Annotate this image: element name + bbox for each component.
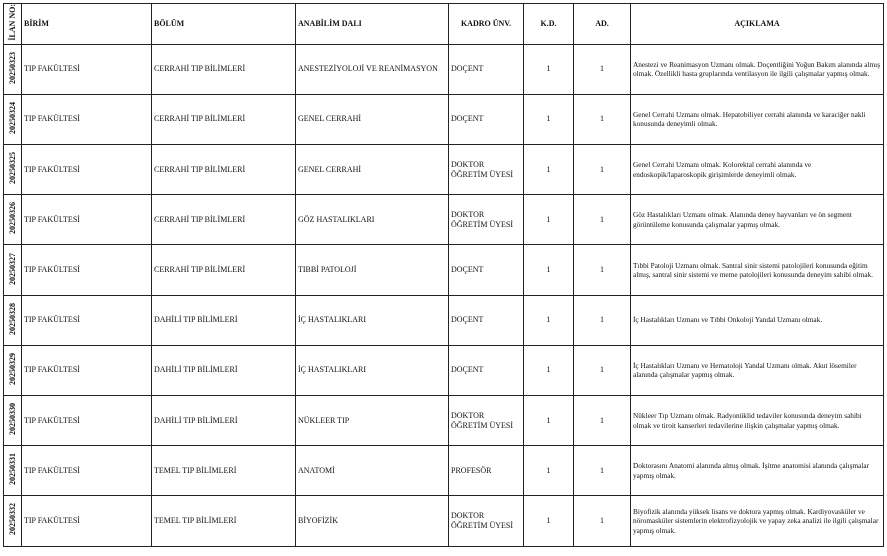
table-row: [4, 44, 884, 94]
table-row: [4, 345, 884, 395]
cell-aciklama: İç Hastalıkları Uzmanı ve Tıbbi Onkoloji Yandal Uzmanı olmak.: [631, 295, 884, 345]
table-row: [4, 496, 884, 546]
cell-ad: 1: [574, 245, 631, 295]
cell-ad: 1: [574, 295, 631, 345]
cell-kadro: DOÇENT: [449, 94, 524, 144]
cell-ad: 1: [574, 496, 631, 546]
cell-ad: 1: [574, 94, 631, 144]
cell-bolum: TEMEL TIP BİLİMLERİ: [152, 496, 296, 546]
cell-birim: TIP FAKÜLTESİ: [22, 145, 152, 195]
cell-kadro: DOKTOR ÖĞRETİM ÜYESİ: [449, 496, 524, 546]
cell-birim: TIP FAKÜLTESİ: [22, 245, 152, 295]
cell-bolum: DAHİLİ TIP BİLİMLERİ: [152, 295, 296, 345]
cell-birim: TIP FAKÜLTESİ: [22, 345, 152, 395]
cell-aciklama: İç Hastalıkları Uzmanı ve Hematoloji Yandal Uzmanı olmak. Akut lösemiler alanında çalışmalar yapmış olmak.: [631, 345, 884, 395]
cell-bolum: CERRAHİ TIP BİLİMLERİ: [152, 145, 296, 195]
cell-kd: 1: [524, 496, 574, 546]
cell-bolum: CERRAHİ TIP BİLİMLERİ: [152, 195, 296, 245]
cell-birim: TIP FAKÜLTESİ: [22, 446, 152, 496]
cell-birim: TIP FAKÜLTESİ: [22, 94, 152, 144]
cell-ilan-no: 20250326: [4, 195, 22, 245]
cell-anabilim: İÇ HASTALIKLARI: [296, 345, 449, 395]
cell-kd: 1: [524, 145, 574, 195]
header-ilan-no: İLAN NO:: [4, 4, 22, 45]
cell-bolum: CERRAHİ TIP BİLİMLERİ: [152, 44, 296, 94]
table-row: [4, 145, 884, 195]
cell-ilan-no: 20250332: [4, 496, 22, 546]
cell-ilan-no: 20250328: [4, 295, 22, 345]
cell-ilan-no: 20250330: [4, 395, 22, 445]
cell-bolum: TEMEL TIP BİLİMLERİ: [152, 446, 296, 496]
table-row: [4, 395, 884, 445]
cell-ilan-no: 20250329: [4, 345, 22, 395]
cell-anabilim: İÇ HASTALIKLARI: [296, 295, 449, 345]
header-bolum: BÖLÜM: [152, 4, 296, 45]
cell-ad: 1: [574, 195, 631, 245]
cell-aciklama: Genel Cerrahi Uzmanı olmak. Hepatobiliyer cerrahi alanında ve karaciğer nakli konusunda deneyimli olmak.: [631, 94, 884, 144]
cell-kd: 1: [524, 295, 574, 345]
cell-aciklama: Tıbbi Patoloji Uzmanı olmak. Santral sinir sistemi patolojileri konusunda eğitim almış, santral sinir sistemi ve meme patolojileri konusunda deneyim sahibi olmak.: [631, 245, 884, 295]
cell-kd: 1: [524, 195, 574, 245]
cell-anabilim: BİYOFİZİK: [296, 496, 449, 546]
cell-ad: 1: [574, 395, 631, 445]
cell-bolum: DAHİLİ TIP BİLİMLERİ: [152, 345, 296, 395]
cell-kadro: DOKTOR ÖĞRETİM ÜYESİ: [449, 395, 524, 445]
cell-kadro: PROFESÖR: [449, 446, 524, 496]
header-kadro: KADRO ÜNV.: [449, 4, 524, 45]
cell-ad: 1: [574, 145, 631, 195]
cell-aciklama: Biyofizik alanında yüksek lisans ve doktora yapmış olmak. Kardiyovasküler ve nöromasküler sistemlerin elektrofizyolojik ve yapay zeka analizi ile ilgili çalışmalar yapmış olmak.: [631, 496, 884, 546]
cell-kadro: DOÇENT: [449, 345, 524, 395]
cell-anabilim: GENEL CERRAHİ: [296, 94, 449, 144]
cell-bolum: CERRAHİ TIP BİLİMLERİ: [152, 94, 296, 144]
cell-kadro: DOKTOR ÖĞRETİM ÜYESİ: [449, 145, 524, 195]
cell-anabilim: GÖZ HASTALIKLARI: [296, 195, 449, 245]
cell-bolum: CERRAHİ TIP BİLİMLERİ: [152, 245, 296, 295]
table-row: [4, 245, 884, 295]
cell-kadro: DOÇENT: [449, 44, 524, 94]
header-kd: K.D.: [524, 4, 574, 45]
cell-kadro: DOÇENT: [449, 295, 524, 345]
cell-ilan-no: 20250327: [4, 245, 22, 295]
cell-kd: 1: [524, 245, 574, 295]
cell-aciklama: Doktorasını Anatomi alanında almış olmak. İşitme anatomisi alanında çalışmalar yapmış olmak.: [631, 446, 884, 496]
header-anabilim: ANABİLİM DALI: [296, 4, 449, 45]
cell-birim: TIP FAKÜLTESİ: [22, 395, 152, 445]
cell-kd: 1: [524, 44, 574, 94]
table-row: [4, 295, 884, 345]
cell-aciklama: Göz Hastalıkları Uzmanı olmak. Alanında deney hayvanları ve ön segment görüntüleme konusunda çalışmalar yapmış olmak.: [631, 195, 884, 245]
header-ad: AD.: [574, 4, 631, 45]
cell-aciklama: Anestezi ve Reanimasyon Uzmanı olmak. Doçentliğini Yoğun Bakım alanında almış olmak. Özellikli hasta gruplarında ventilasyon ile ilgili çalışmalar yapmış olmak.: [631, 44, 884, 94]
cell-birim: TIP FAKÜLTESİ: [22, 496, 152, 546]
cell-anabilim: GENEL CERRAHİ: [296, 145, 449, 195]
table-row: [4, 195, 884, 245]
cell-ilan-no: 20250331: [4, 446, 22, 496]
table-row: [4, 94, 884, 144]
cell-ilan-no: 20250324: [4, 94, 22, 144]
cell-kd: 1: [524, 345, 574, 395]
cell-ad: 1: [574, 345, 631, 395]
cell-anabilim: TIBBİ PATOLOJİ: [296, 245, 449, 295]
cell-bolum: DAHİLİ TIP BİLİMLERİ: [152, 395, 296, 445]
cell-ad: 1: [574, 44, 631, 94]
header-birim: BİRİM: [22, 4, 152, 45]
cell-ad: 1: [574, 446, 631, 496]
ilan-table: [3, 3, 884, 547]
cell-aciklama: Genel Cerrahi Uzmanı olmak. Kolorektal cerrahi alanında ve endoskopik/laparoskopik girişimlerde deneyimli olmak.: [631, 145, 884, 195]
cell-birim: TIP FAKÜLTESİ: [22, 44, 152, 94]
cell-anabilim: NÜKLEER TIP: [296, 395, 449, 445]
header-aciklama: AÇIKLAMA: [631, 4, 884, 45]
cell-kadro: DOKTOR ÖĞRETİM ÜYESİ: [449, 195, 524, 245]
cell-birim: TIP FAKÜLTESİ: [22, 295, 152, 345]
cell-kd: 1: [524, 446, 574, 496]
cell-ilan-no: 20250323: [4, 44, 22, 94]
cell-kadro: DOÇENT: [449, 245, 524, 295]
cell-birim: TIP FAKÜLTESİ: [22, 195, 152, 245]
cell-anabilim: ANESTEZİYOLOJİ VE REANİMASYON: [296, 44, 449, 94]
table-row: [4, 446, 884, 496]
cell-ilan-no: 20250325: [4, 145, 22, 195]
cell-anabilim: ANATOMİ: [296, 446, 449, 496]
header-row: [4, 4, 884, 45]
cell-kd: 1: [524, 395, 574, 445]
cell-kd: 1: [524, 94, 574, 144]
cell-aciklama: Nükleer Tıp Uzmanı olmak. Radyonüklid tedaviler konusunda deneyim sahibi olmak ve tiroit kanserleri tedavilerine ilişkin çalışmalar yapmış olmak.: [631, 395, 884, 445]
